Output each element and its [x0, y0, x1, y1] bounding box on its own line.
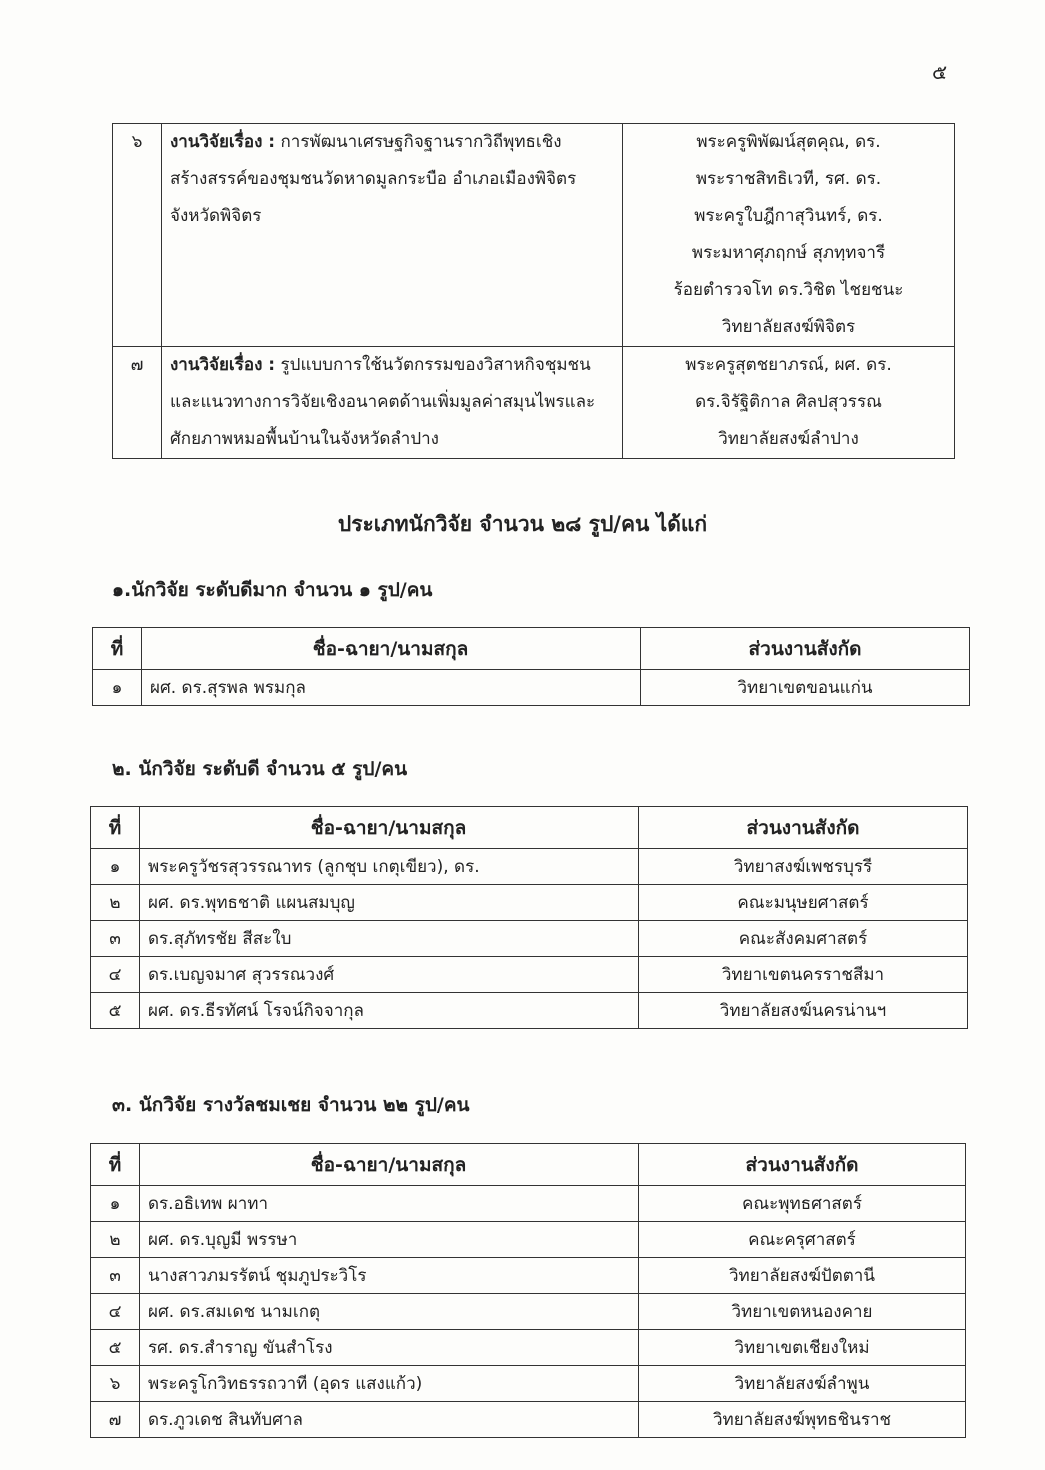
- table-row: ๑ ดร.อธิเทพ ผาทา คณะพุทธศาสตร์: [91, 1186, 966, 1222]
- group-heading: ๒. นักวิจัย ระดับดี จำนวน ๕ รูป/คน: [112, 758, 408, 780]
- table-row: ๔ ผศ. ดร.สมเดช นามเกตุ วิทยาเขตหนองคาย: [91, 1294, 966, 1330]
- group-heading: ๓. นักวิจัย รางวัลชมเชย จำนวน ๒๒ รูป/คน: [112, 1094, 470, 1116]
- table-row: ๒ ผศ. ดร.พุทธชาติ แผนสมบุญ คณะมนุษยศาสตร์: [91, 885, 968, 921]
- table-row: ๔ ดร.เบญจมาศ สุวรรณวงศ์ วิทยาเขตนครราชสีมา: [91, 957, 968, 993]
- column-header-name: ชื่อ-ฉายา/นามสกุล: [142, 628, 641, 670]
- table-header-row: [93, 628, 970, 670]
- table-row: ๕ รศ. ดร.สำราญ ขันสำโรง วิทยาเขตเชียงใหม่: [91, 1330, 966, 1366]
- column-header-number: ที่: [93, 628, 142, 670]
- table-header-row: [91, 807, 968, 849]
- column-header-number: ที่: [91, 807, 140, 849]
- table-header-row: [91, 1144, 966, 1186]
- table-row: ๒ ผศ. ดร.บุญมี พรรษา คณะครุศาสตร์: [91, 1222, 966, 1258]
- row-number: ๖: [113, 124, 162, 347]
- column-header-unit: ส่วนงานสังกัด: [639, 1144, 966, 1186]
- table-row: ๗ ดร.ภูวเดช สินทับศาล วิทยาลัยสงฆ์พุทธชินราช: [91, 1402, 966, 1438]
- table-row: ๕ ผศ. ดร.ธีรทัศน์ โรจน์กิจจากุล วิทยาลัยสงฆ์นครน่านฯ: [91, 993, 968, 1029]
- column-header-unit: ส่วนงานสังกัด: [641, 628, 970, 670]
- researcher-table: [92, 627, 970, 706]
- research-title: งานวิจัยเรื่อง : รูปแบบการใช้นวัตกรรมของวิสาหกิจชุมชน และแนวทางการวิจัยเชิงอนาคตด้านเพิ่มมูลค่าสมุนไพรและ ศักยภาพหมอพื้นบ้านในจังหวัดลำปาง: [162, 347, 623, 459]
- column-header-number: ที่: [91, 1144, 140, 1186]
- table-row: ๑ พระครูวัชรสุวรรณาทร (ลูกชุบ เกตุเขียว), ดร. วิทยาสงฆ์เพชรบุรรี: [91, 849, 968, 885]
- researcher-list: พระครูสุตชยาภรณ์, ผศ. ดร. ดร.จิรัฐิติกาล ศิลปสุวรรณ วิทยาลัยสงฆ์ลำปาง: [623, 347, 955, 459]
- research-label: งานวิจัยเรื่อง :: [170, 355, 276, 375]
- column-header-unit: ส่วนงานสังกัด: [639, 807, 968, 849]
- column-header-name: ชื่อ-ฉายา/นามสกุล: [140, 1144, 639, 1186]
- researcher-table: [90, 1143, 966, 1438]
- column-header-name: ชื่อ-ฉายา/นามสกุล: [140, 807, 639, 849]
- main-heading: ประเภทนักวิจัย จำนวน ๒๘ รูป/คน ได้แก่: [337, 512, 708, 536]
- table-row: ๓ ดร.สุภัทรชัย สีสะใบ คณะสังคมศาสตร์: [91, 921, 968, 957]
- researcher-list: พระครูพิพัฒน์สุตคุณ, ดร. พระราชสิทธิเวที, รศ. ดร. พระครูใบฎีกาสุวินทร์, ดร. พระมหาศุภฤกษ์ สุภทฺทจารี ร้อยตำรวจโท ดร.วิชิต ไชยชนะ วิทยาลัยสงฆ์พิจิตร: [623, 124, 955, 347]
- row-number: ๗: [113, 347, 162, 459]
- research-works-table: [112, 123, 955, 459]
- table-row: ๖ พระครูโกวิทธรรถวาที (อุดร แสงแก้ว) วิทยาลัยสงฆ์ลำพูน: [91, 1366, 966, 1402]
- researcher-table: [90, 806, 968, 1029]
- table-row: ๑ ผศ. ดร.สุรพล พรมกุล วิทยาเขตขอนแก่น: [93, 670, 970, 706]
- research-title: งานวิจัยเรื่อง : การพัฒนาเศรษฐกิจฐานรากวิถีพุทธเชิง สร้างสรรค์ของชุมชนวัดหาดมูลกระบือ อำเภอเมืองพิจิตร จังหวัดพิจิตร: [162, 124, 623, 347]
- table-row: ๓ นางสาวภมรรัตน์ ชุมภูประวิโร วิทยาลัยสงฆ์ปัตตานี: [91, 1258, 966, 1294]
- page-number: ๕: [932, 60, 948, 84]
- table-row: [113, 347, 955, 459]
- table-row: [113, 124, 955, 347]
- research-label: งานวิจัยเรื่อง :: [170, 132, 276, 152]
- group-heading: ๑.นักวิจัย ระดับดีมาก จำนวน ๑ รูป/คน: [112, 579, 433, 601]
